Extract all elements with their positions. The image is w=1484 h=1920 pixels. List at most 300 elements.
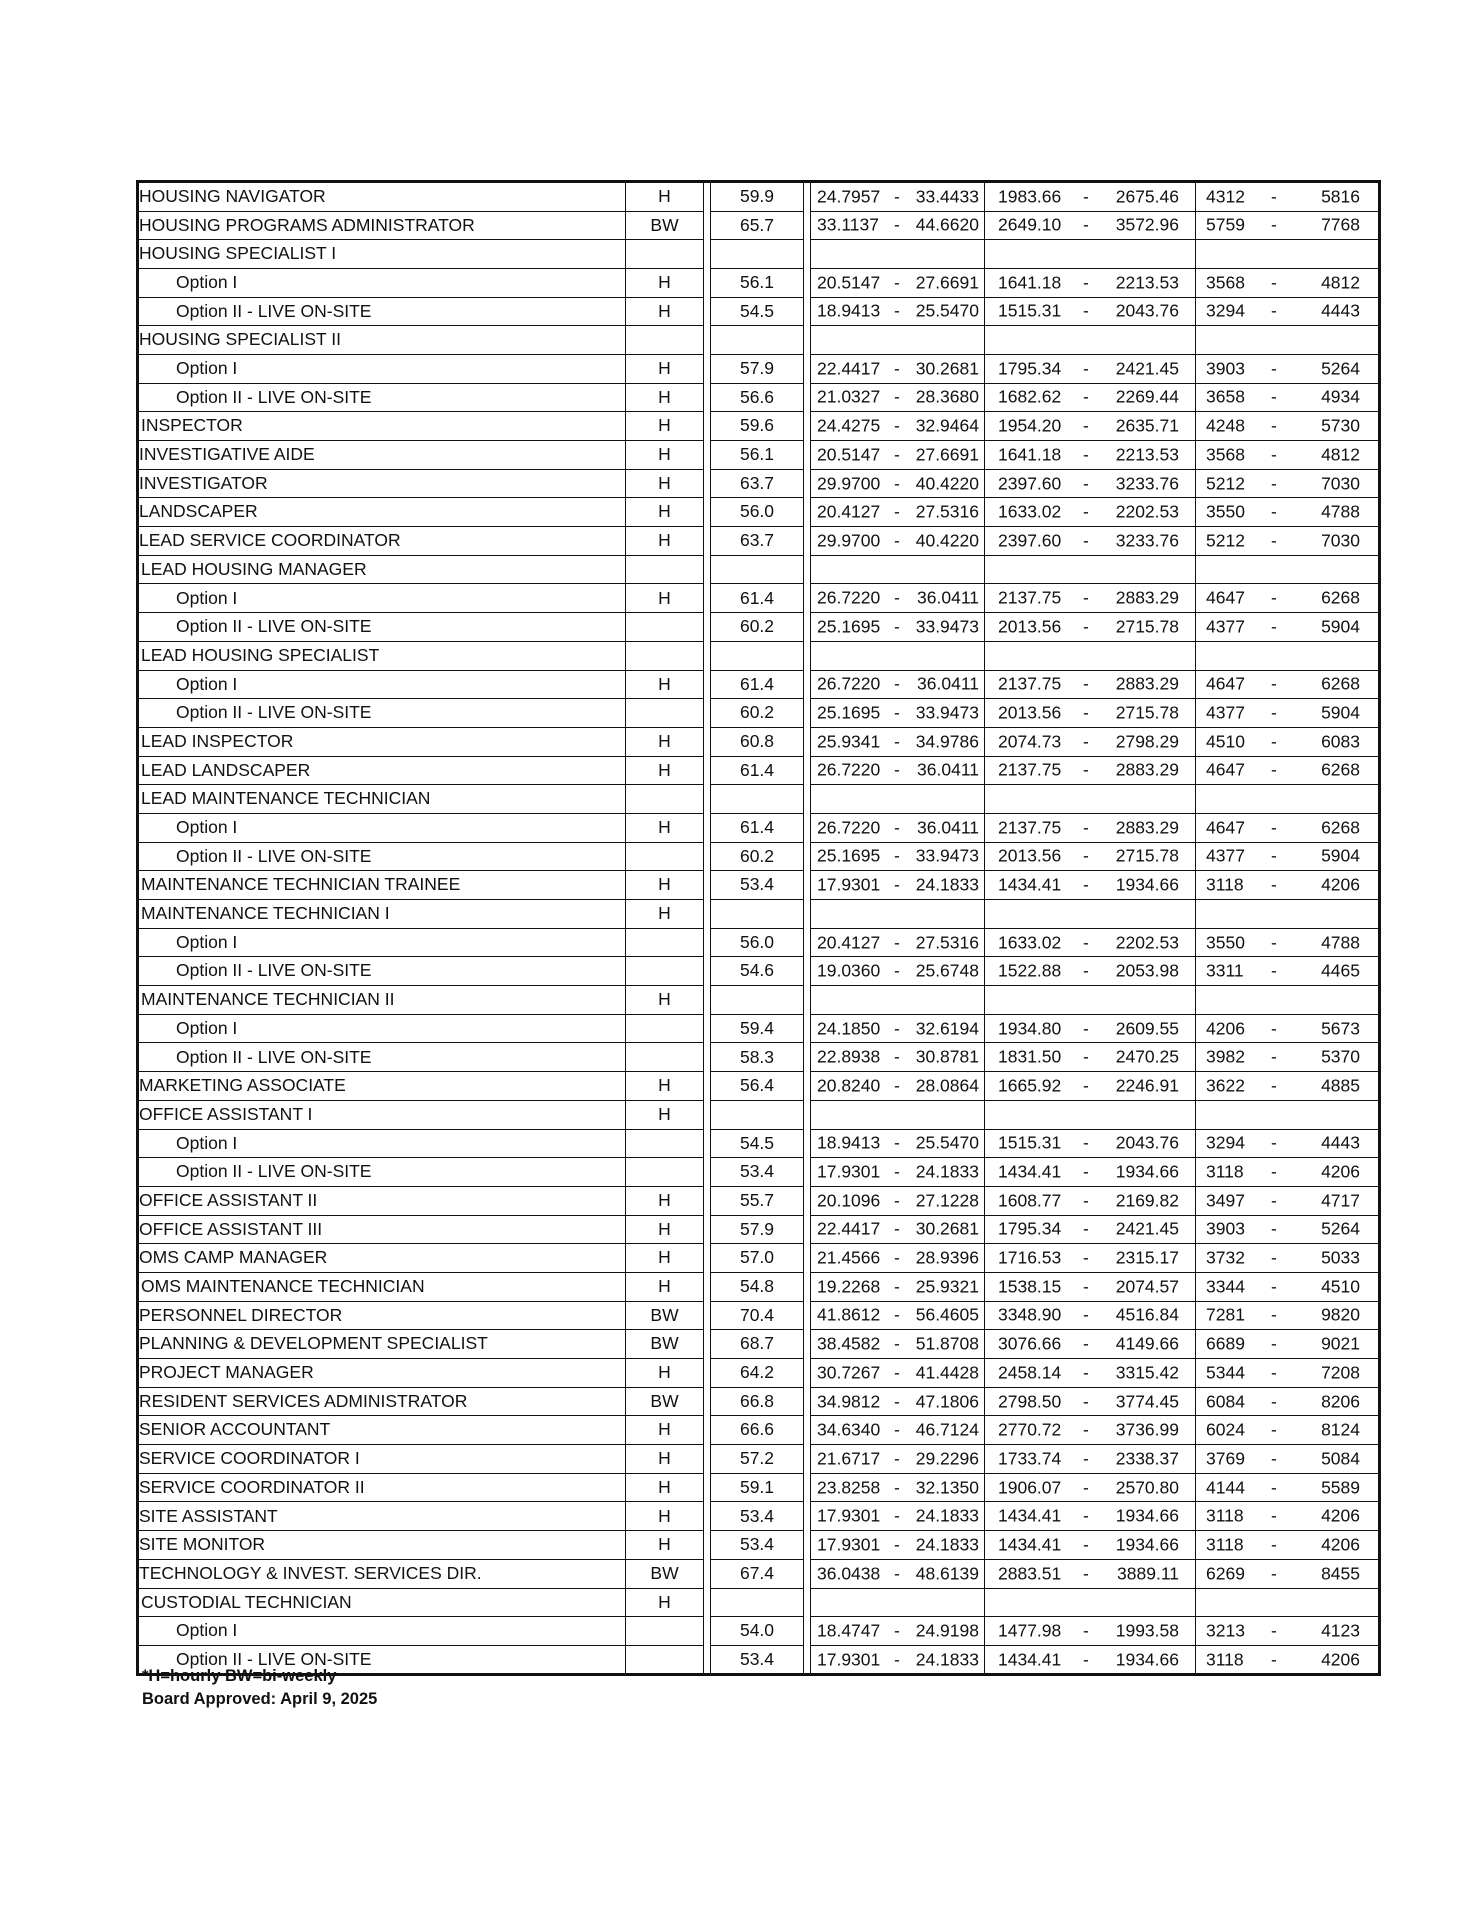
- hourly-rate-low: 22.4417: [817, 1218, 881, 1239]
- range-separator: -: [1083, 1132, 1089, 1153]
- range-separator: -: [894, 1362, 900, 1383]
- column-gap: [704, 1588, 711, 1617]
- pay-type: H: [626, 469, 704, 498]
- range-separator: -: [1083, 214, 1089, 235]
- biweekly-pay: [985, 1014, 1196, 1043]
- hourly-rate: [811, 441, 985, 470]
- salary-range-number: 66.8: [711, 1387, 804, 1416]
- hourly-rate-high: 46.7124: [915, 1419, 979, 1440]
- column-gap: [704, 641, 711, 670]
- monthly-pay-low: 3118: [1206, 1534, 1244, 1555]
- table-row: [138, 527, 1380, 556]
- column-gap: [804, 1617, 811, 1646]
- biweekly-pay-high: 2421.45: [1115, 1218, 1179, 1239]
- hourly-rate-high: 24.1833: [915, 1534, 979, 1555]
- hourly-rate-high: 48.6139: [915, 1562, 979, 1583]
- monthly-pay-high: 8455: [1321, 1562, 1360, 1583]
- hourly-rate-high: 27.5316: [915, 931, 979, 952]
- biweekly-pay-high: 4149.66: [1115, 1333, 1179, 1354]
- monthly-pay: [1196, 1617, 1380, 1646]
- monthly-pay-low: 4647: [1206, 587, 1245, 608]
- hourly-rate-low: 20.4127: [817, 931, 881, 952]
- monthly-pay-high: 7208: [1321, 1362, 1360, 1383]
- range-separator: -: [894, 874, 900, 895]
- range-separator: -: [1271, 1276, 1277, 1297]
- biweekly-pay-high: 2609.55: [1115, 1017, 1179, 1038]
- table-row: [138, 1043, 1380, 1072]
- monthly-pay-high: 7030: [1321, 530, 1360, 551]
- pay-type: [626, 1043, 704, 1072]
- biweekly-pay: [985, 957, 1196, 986]
- column-gap: [804, 986, 811, 1015]
- monthly-pay-low: 3982: [1206, 1046, 1245, 1067]
- range-separator: -: [1083, 530, 1089, 551]
- monthly-pay-high: 4812: [1321, 444, 1360, 465]
- range-separator: -: [894, 358, 900, 379]
- table-row: [138, 1359, 1380, 1388]
- job-title: PERSONNEL DIRECTOR: [138, 1301, 626, 1330]
- monthly-pay: [1196, 1186, 1380, 1215]
- monthly-pay: [1196, 785, 1380, 814]
- biweekly-pay-high: 3736.99: [1115, 1419, 1179, 1440]
- range-separator: -: [1083, 300, 1089, 321]
- hourly-rate: [811, 986, 985, 1015]
- column-gap: [804, 785, 811, 814]
- monthly-pay: [1196, 240, 1380, 269]
- pay-type: H: [626, 441, 704, 470]
- range-separator: -: [894, 1419, 900, 1440]
- column-gap: [704, 1445, 711, 1474]
- salary-range-number: 57.2: [711, 1445, 804, 1474]
- hourly-rate: [811, 900, 985, 929]
- hourly-rate: [811, 182, 985, 212]
- table-row: [138, 498, 1380, 527]
- biweekly-pay-low: 1522.88: [998, 960, 1062, 981]
- range-separator: -: [894, 1247, 900, 1268]
- pay-type: H: [626, 986, 704, 1015]
- biweekly-pay-low: 2013.56: [998, 702, 1062, 723]
- biweekly-pay-low: 1733.74: [998, 1448, 1062, 1469]
- biweekly-pay: [985, 297, 1196, 326]
- monthly-pay-high: 5264: [1321, 1218, 1360, 1239]
- biweekly-pay-low: 1906.07: [998, 1476, 1062, 1497]
- monthly-pay: [1196, 182, 1380, 212]
- range-separator: -: [1083, 1419, 1089, 1440]
- column-gap: [804, 1502, 811, 1531]
- monthly-pay-low: 4377: [1206, 616, 1245, 637]
- monthly-pay-high: 4206: [1321, 1534, 1360, 1555]
- monthly-pay: [1196, 813, 1380, 842]
- column-gap: [804, 268, 811, 297]
- monthly-pay: [1196, 412, 1380, 441]
- pay-type: H: [626, 1244, 704, 1273]
- pay-type: H: [626, 900, 704, 929]
- column-gap: [804, 1215, 811, 1244]
- range-separator: -: [894, 271, 900, 292]
- biweekly-pay-low: 1795.34: [998, 1218, 1062, 1239]
- hourly-rate: [811, 1330, 985, 1359]
- column-gap: [704, 297, 711, 326]
- monthly-pay: [1196, 727, 1380, 756]
- column-gap: [804, 412, 811, 441]
- range-separator: -: [1083, 1075, 1089, 1096]
- hourly-rate-low: 20.1096: [817, 1189, 881, 1210]
- biweekly-pay: [985, 1301, 1196, 1330]
- hourly-rate-high: 25.6748: [915, 960, 979, 981]
- hourly-rate-high: 30.8781: [915, 1046, 979, 1067]
- salary-range-number: [711, 326, 804, 355]
- biweekly-pay: [985, 813, 1196, 842]
- range-separator: -: [1271, 817, 1277, 838]
- monthly-pay-low: 3344: [1206, 1276, 1245, 1297]
- column-gap: [804, 928, 811, 957]
- biweekly-pay: [985, 383, 1196, 412]
- biweekly-pay-low: 1434.41: [998, 1161, 1062, 1182]
- column-gap: [704, 1502, 711, 1531]
- hourly-rate-high: 27.6691: [915, 444, 979, 465]
- biweekly-pay: [985, 182, 1196, 212]
- salary-range-number: 54.5: [711, 297, 804, 326]
- salary-range-number: 57.0: [711, 1244, 804, 1273]
- biweekly-pay-low: 1983.66: [998, 186, 1062, 206]
- range-separator: -: [894, 702, 900, 723]
- table-row: [138, 1272, 1380, 1301]
- pay-type: H: [626, 383, 704, 412]
- hourly-rate: [811, 211, 985, 240]
- range-separator: -: [894, 1075, 900, 1096]
- range-separator: -: [1083, 1648, 1089, 1669]
- hourly-rate: [811, 354, 985, 383]
- monthly-pay-low: 3294: [1206, 1132, 1245, 1153]
- hourly-rate-low: 22.4417: [817, 358, 881, 379]
- hourly-rate-high: 33.4433: [915, 186, 979, 206]
- biweekly-pay-low: 3076.66: [998, 1333, 1062, 1354]
- hourly-rate-low: 34.9812: [817, 1390, 881, 1411]
- biweekly-pay-low: 1665.92: [998, 1075, 1062, 1096]
- job-title: INSPECTOR: [138, 412, 626, 441]
- monthly-pay-low: 4377: [1206, 702, 1245, 723]
- biweekly-pay-high: 1934.66: [1115, 1161, 1179, 1182]
- range-separator: -: [894, 587, 900, 608]
- biweekly-pay-high: 1934.66: [1115, 1534, 1179, 1555]
- monthly-pay-low: 3658: [1206, 386, 1245, 407]
- hourly-rate-high: 33.9473: [915, 616, 979, 637]
- hourly-rate-low: 19.2268: [817, 1276, 881, 1297]
- range-separator: -: [1271, 845, 1277, 866]
- monthly-pay-low: 3622: [1206, 1075, 1245, 1096]
- job-title: Option I: [138, 1617, 626, 1646]
- monthly-pay: [1196, 957, 1380, 986]
- pay-type: [626, 240, 704, 269]
- monthly-pay: [1196, 469, 1380, 498]
- hourly-rate-low: 25.1695: [817, 845, 881, 866]
- monthly-pay: [1196, 986, 1380, 1015]
- biweekly-pay-high: 2883.29: [1115, 587, 1179, 608]
- monthly-pay-high: 7030: [1321, 472, 1360, 493]
- range-separator: -: [1271, 616, 1277, 637]
- biweekly-pay: [985, 727, 1196, 756]
- job-title: TECHNOLOGY & INVEST. SERVICES DIR.: [138, 1559, 626, 1588]
- salary-range-number: 63.7: [711, 469, 804, 498]
- hourly-rate-high: 32.1350: [915, 1476, 979, 1497]
- monthly-pay: [1196, 670, 1380, 699]
- monthly-pay-low: 3294: [1206, 300, 1245, 321]
- monthly-pay-high: 4465: [1321, 960, 1360, 981]
- pay-type: H: [626, 1445, 704, 1474]
- monthly-pay: [1196, 527, 1380, 556]
- biweekly-pay: [985, 1330, 1196, 1359]
- hourly-rate: [811, 584, 985, 613]
- monthly-pay-low: 6269: [1206, 1562, 1245, 1583]
- pay-type: H: [626, 412, 704, 441]
- biweekly-pay: [985, 1072, 1196, 1101]
- hourly-rate-low: 17.9301: [817, 1505, 881, 1526]
- salary-range-number: 61.4: [711, 756, 804, 785]
- biweekly-pay-low: 1795.34: [998, 358, 1062, 379]
- job-title: LEAD SERVICE COORDINATOR: [138, 527, 626, 556]
- biweekly-pay-low: 2397.60: [998, 472, 1062, 493]
- column-gap: [804, 699, 811, 728]
- monthly-pay-high: 5673: [1321, 1017, 1360, 1038]
- range-separator: -: [1083, 874, 1089, 895]
- biweekly-pay: [985, 699, 1196, 728]
- column-gap: [704, 1072, 711, 1101]
- salary-range-number: [711, 555, 804, 584]
- table-row: [138, 354, 1380, 383]
- salary-range-number: [711, 240, 804, 269]
- column-gap: [804, 1014, 811, 1043]
- range-separator: -: [1083, 271, 1089, 292]
- range-separator: -: [1271, 874, 1277, 895]
- biweekly-pay-high: 2715.78: [1115, 702, 1179, 723]
- range-separator: -: [894, 759, 900, 780]
- monthly-pay-low: 3118: [1206, 1505, 1244, 1526]
- column-gap: [704, 1158, 711, 1187]
- column-gap: [804, 1359, 811, 1388]
- salary-range-number: 54.8: [711, 1272, 804, 1301]
- range-separator: -: [894, 1562, 900, 1583]
- monthly-pay-low: 3903: [1206, 358, 1245, 379]
- hourly-rate: [811, 785, 985, 814]
- biweekly-pay-high: 2315.17: [1115, 1247, 1179, 1268]
- hourly-rate: [811, 727, 985, 756]
- salary-schedule-body: [138, 182, 1380, 1675]
- range-separator: -: [1271, 1419, 1277, 1440]
- monthly-pay-low: 3550: [1206, 931, 1245, 952]
- hourly-rate-low: 36.0438: [817, 1562, 881, 1583]
- job-title: MAINTENANCE TECHNICIAN II: [138, 986, 626, 1015]
- range-separator: -: [1271, 1161, 1277, 1182]
- table-row: [138, 670, 1380, 699]
- biweekly-pay-high: 2883.29: [1115, 817, 1179, 838]
- monthly-pay-low: 6084: [1206, 1390, 1245, 1411]
- monthly-pay-high: 5816: [1321, 186, 1360, 206]
- range-separator: -: [1083, 817, 1089, 838]
- column-gap: [704, 182, 711, 212]
- column-gap: [704, 1531, 711, 1560]
- hourly-rate: [811, 1473, 985, 1502]
- hourly-rate-high: 36.0411: [917, 587, 979, 608]
- monthly-pay-low: 3568: [1206, 271, 1245, 292]
- range-separator: -: [1271, 300, 1277, 321]
- table-row: [138, 1244, 1380, 1273]
- range-separator: -: [894, 1276, 900, 1297]
- biweekly-pay-low: 2137.75: [998, 673, 1062, 694]
- biweekly-pay: [985, 268, 1196, 297]
- range-separator: -: [1083, 186, 1089, 206]
- salary-range-number: 59.6: [711, 412, 804, 441]
- range-separator: -: [894, 1620, 900, 1641]
- table-row: [138, 211, 1380, 240]
- monthly-pay-high: 5904: [1321, 702, 1360, 723]
- biweekly-pay-high: 1934.66: [1115, 1648, 1179, 1669]
- hourly-rate: [811, 670, 985, 699]
- salary-range-number: 57.9: [711, 354, 804, 383]
- column-gap: [704, 1645, 711, 1675]
- column-gap: [804, 1129, 811, 1158]
- range-separator: -: [1083, 702, 1089, 723]
- salary-range-number: 65.7: [711, 211, 804, 240]
- range-separator: -: [1083, 1276, 1089, 1297]
- hourly-rate-high: 41.4428: [915, 1362, 979, 1383]
- monthly-pay-low: 3732: [1206, 1247, 1245, 1268]
- biweekly-pay: [985, 441, 1196, 470]
- table-row: [138, 756, 1380, 785]
- job-title: LANDSCAPER: [138, 498, 626, 527]
- table-row: [138, 383, 1380, 412]
- job-title: Option I: [138, 1129, 626, 1158]
- hourly-rate-low: 17.9301: [817, 1534, 881, 1555]
- pay-type: [626, 957, 704, 986]
- biweekly-pay-low: 1934.80: [998, 1017, 1062, 1038]
- pay-type: H: [626, 354, 704, 383]
- column-gap: [804, 240, 811, 269]
- monthly-pay: [1196, 613, 1380, 642]
- range-separator: -: [1271, 501, 1277, 522]
- salary-range-number: 60.2: [711, 613, 804, 642]
- column-gap: [704, 813, 711, 842]
- range-separator: -: [1271, 1505, 1277, 1526]
- range-separator: -: [1271, 673, 1277, 694]
- biweekly-pay: [985, 1043, 1196, 1072]
- column-gap: [704, 498, 711, 527]
- biweekly-pay-high: 2202.53: [1115, 931, 1179, 952]
- column-gap: [804, 1473, 811, 1502]
- range-separator: -: [1271, 1448, 1277, 1469]
- biweekly-pay-high: 2053.98: [1115, 960, 1179, 981]
- hourly-rate-low: 20.4127: [817, 501, 881, 522]
- monthly-pay: [1196, 1158, 1380, 1187]
- column-gap: [704, 268, 711, 297]
- range-separator: -: [1271, 1189, 1277, 1210]
- salary-range-number: 63.7: [711, 527, 804, 556]
- monthly-pay-low: 4510: [1206, 730, 1245, 751]
- range-separator: -: [1083, 1046, 1089, 1067]
- biweekly-pay-high: 2421.45: [1115, 358, 1179, 379]
- monthly-pay-low: 4647: [1206, 759, 1245, 780]
- hourly-rate-low: 41.8612: [817, 1304, 881, 1325]
- column-gap: [704, 957, 711, 986]
- biweekly-pay: [985, 326, 1196, 355]
- range-separator: -: [1271, 186, 1277, 206]
- biweekly-pay-high: 2798.29: [1115, 730, 1179, 751]
- job-title: Option II - LIVE ON-SITE: [138, 842, 626, 871]
- monthly-pay: [1196, 1559, 1380, 1588]
- job-title: Option II - LIVE ON-SITE: [138, 1645, 626, 1675]
- pay-type: H: [626, 670, 704, 699]
- biweekly-pay-low: 1641.18: [998, 444, 1062, 465]
- column-gap: [704, 527, 711, 556]
- column-gap: [704, 727, 711, 756]
- biweekly-pay-low: 2074.73: [998, 730, 1062, 751]
- salary-range-number: 66.6: [711, 1416, 804, 1445]
- range-separator: -: [1083, 1017, 1089, 1038]
- monthly-pay: [1196, 1043, 1380, 1072]
- range-separator: -: [894, 1161, 900, 1182]
- hourly-rate: [811, 928, 985, 957]
- column-gap: [804, 1559, 811, 1588]
- column-gap: [804, 1588, 811, 1617]
- job-title: MAINTENANCE TECHNICIAN I: [138, 900, 626, 929]
- biweekly-pay-high: 2074.57: [1115, 1276, 1179, 1297]
- biweekly-pay-low: 1831.50: [998, 1046, 1062, 1067]
- table-row: [138, 699, 1380, 728]
- pay-type: H: [626, 813, 704, 842]
- hourly-rate-low: 38.4582: [817, 1333, 881, 1354]
- monthly-pay-high: 6268: [1321, 673, 1360, 694]
- hourly-rate: [811, 527, 985, 556]
- monthly-pay: [1196, 1330, 1380, 1359]
- biweekly-pay-high: 2213.53: [1115, 444, 1179, 465]
- table-row: [138, 785, 1380, 814]
- column-gap: [804, 1645, 811, 1675]
- monthly-pay: [1196, 498, 1380, 527]
- hourly-rate-high: 24.1833: [915, 874, 979, 895]
- column-gap: [704, 1129, 711, 1158]
- monthly-pay: [1196, 584, 1380, 613]
- biweekly-pay-high: 2675.46: [1115, 186, 1179, 206]
- hourly-rate-high: 30.2681: [915, 1218, 979, 1239]
- job-title: LEAD INSPECTOR: [138, 727, 626, 756]
- monthly-pay-high: 4788: [1321, 931, 1360, 952]
- biweekly-pay-high: 2470.25: [1115, 1046, 1179, 1067]
- column-gap: [804, 354, 811, 383]
- hourly-rate: [811, 641, 985, 670]
- biweekly-pay: [985, 1588, 1196, 1617]
- monthly-pay-low: 3118: [1206, 1161, 1244, 1182]
- pay-type: [626, 326, 704, 355]
- pay-type: H: [626, 584, 704, 613]
- hourly-rate: [811, 1100, 985, 1129]
- monthly-pay: [1196, 383, 1380, 412]
- hourly-rate-low: 17.9301: [817, 874, 881, 895]
- monthly-pay-low: 3769: [1206, 1448, 1245, 1469]
- range-separator: -: [1271, 1017, 1277, 1038]
- hourly-rate: [811, 383, 985, 412]
- monthly-pay: [1196, 297, 1380, 326]
- monthly-pay-low: 5212: [1206, 530, 1245, 551]
- biweekly-pay: [985, 1158, 1196, 1187]
- monthly-pay-high: 8124: [1321, 1419, 1360, 1440]
- biweekly-pay-low: 2397.60: [998, 530, 1062, 551]
- column-gap: [704, 1244, 711, 1273]
- range-separator: -: [1083, 1189, 1089, 1210]
- monthly-pay-high: 4206: [1321, 874, 1360, 895]
- biweekly-pay: [985, 613, 1196, 642]
- biweekly-pay: [985, 928, 1196, 957]
- hourly-rate-high: 44.6620: [915, 214, 979, 235]
- pay-type: H: [626, 498, 704, 527]
